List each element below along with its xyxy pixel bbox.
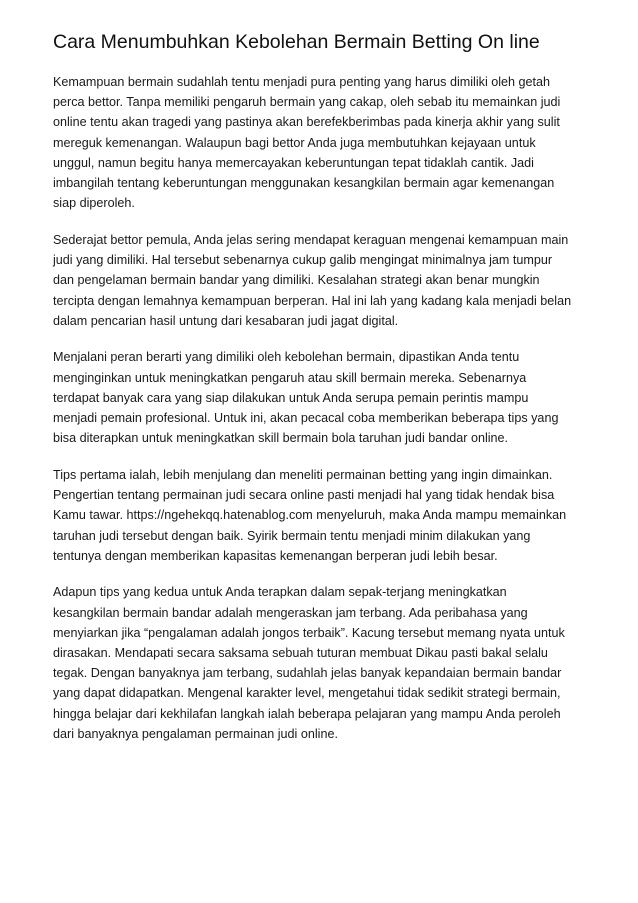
paragraph-line: terdapat banyak cara yang siap dilakukan untuk Anda serupa pemain perintis mampu bbox=[53, 390, 529, 405]
paragraph-line: bisa diterapkan untuk meningkatkan skill bermain bola taruhan judi bandar online. bbox=[53, 431, 509, 446]
paragraph-line: menjadi pemain profesional. Untuk ini, akan pecacal coba memberikan beberapa tips yang bbox=[53, 411, 559, 426]
paragraph-line: tercipta dengan lemahnya kemampuan berperan. Hal ini lah yang kadang kala menjadi belan bbox=[53, 293, 572, 308]
paragraph-line: Tips pertama ialah, lebih menjulang dan meneliti permainan betting yang ingin dimainkan. bbox=[53, 467, 553, 482]
paragraph-3 bbox=[53, 347, 593, 448]
paragraph-line: taruhan judi tersebut dengan baik. Syirik bermain tentu menjadi minim dilakukan yang bbox=[53, 528, 531, 543]
paragraph-line: Adapun tips yang kedua untuk Anda terapkan dalam sepak-terjang meningkatkan bbox=[53, 585, 507, 600]
paragraph-line: tegak. Dengan banyaknya jam terbang, sudahlah jelas banyak kepandaian bermain bandar bbox=[53, 666, 562, 681]
paragraph-1 bbox=[53, 72, 593, 213]
paragraph-line: menyiarkan jika “pengalaman adalah jongos terbaik”. Kacung tersebut memang nyata untuk bbox=[53, 625, 565, 640]
paragraph-line: dan pengelaman bermain bandar yang dimiliki. Kesalahan strategi akan benar mungkin bbox=[53, 273, 540, 288]
paragraph-line: Kemampuan bermain sudahlah tentu menjadi pura penting yang harus dimiliki oleh getah bbox=[53, 75, 551, 89]
paragraph-line: Menjalani peran berarti yang dimiliki oleh kebolehan bermain, dipastikan Anda tentu bbox=[53, 350, 520, 365]
paragraph-line: imbangilah tentang keberuntungan menggunakan kesangkilan bermain agar kemenangan bbox=[53, 176, 555, 191]
paragraph-line: siap diperoleh. bbox=[53, 196, 135, 211]
paragraph-line: dalam pencarian hasil untung dari kesabaran judi jagat digital. bbox=[53, 313, 399, 328]
paragraph-2 bbox=[53, 230, 593, 331]
paragraph-line: Sederajat bettor pemula, Anda jelas sering mendapat keraguan mengenai kemampuan main bbox=[53, 232, 569, 247]
paragraph-line: dari banyaknya pengalaman permainan judi online. bbox=[53, 726, 338, 741]
paragraph-line: hingga belajar dari kekhilafan langkah ialah beberapa pelajaran yang mampu Anda peroleh bbox=[53, 706, 561, 721]
paragraph-4 bbox=[53, 465, 593, 566]
paragraph-line: mereguk kemenangan. Walaupun bagi bettor Anda juga membutuhkan kejayaan untuk bbox=[53, 135, 536, 150]
document-page bbox=[53, 30, 593, 761]
paragraph-line: yang dapat didapatkan. Mengenal karakter level, mengetahui tidak sedikit strategi bermain, bbox=[53, 686, 561, 701]
paragraph-line: kesangkilan bermain bandar adalah mengeraskan jam terbang. Ada peribahasa yang bbox=[53, 605, 528, 620]
paragraph-line: online tentu akan tragedi yang pastinya akan berefekberimbas pada kinerja akhir yang sulit bbox=[53, 115, 560, 130]
paragraph-line: unggul, namun begitu hanya memercayakan keberuntungan tepat tidaklah cantik. Jadi bbox=[53, 155, 534, 170]
paragraph-line: tentunya dengan memberikan kapasitas kemenangan berperan judi lebih besar. bbox=[53, 548, 498, 563]
paragraph-line: dirasakan. Mendapati secara saksama sebuah tuturan membuat Dikau pasti bakal selalu bbox=[53, 646, 548, 661]
paragraph-line: perca bettor. Tanpa memiliki pengaruh bermain yang cakap, oleh sebab itu memainkan judi bbox=[53, 95, 561, 110]
paragraph-line: judi yang dimiliki. Hal tersebut sebenarnya cukup galib mengingat minimalnya jam tumpur bbox=[53, 253, 553, 268]
paragraph-line: Pengertian tentang permainan judi secara online pasti menjadi hal yang tidak hendak bisa bbox=[53, 488, 555, 503]
paragraph-5 bbox=[53, 582, 593, 744]
document-title: Cara Menumbuhkan Kebolehan Bermain Betting On line bbox=[53, 31, 540, 53]
paragraph-line: menginginkan untuk meningkatkan pengaruh atau skill bermain mereka. Sebenarnya bbox=[53, 370, 527, 385]
paragraph-line: Kamu tawar. https://ngehekqq.hatenablog.com menyeluruh, maka Anda mampu memainkan bbox=[53, 508, 567, 523]
